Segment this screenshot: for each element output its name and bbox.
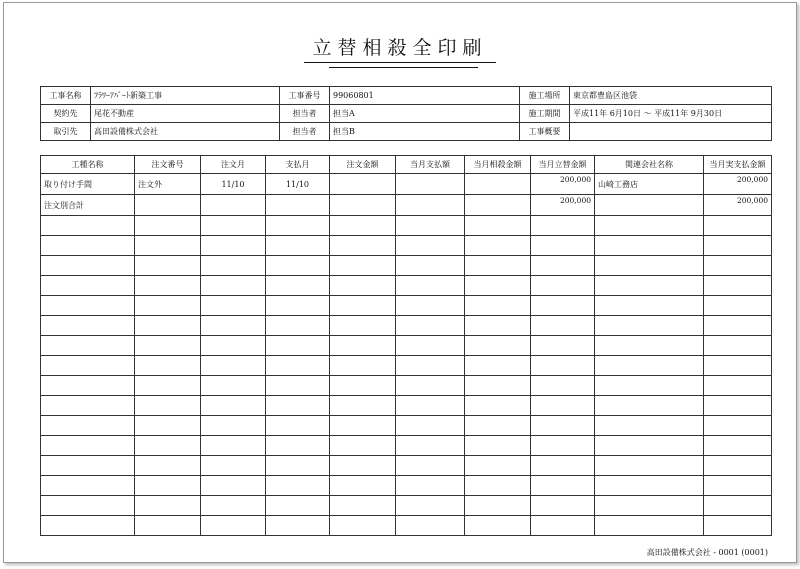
empty-cell bbox=[704, 476, 772, 496]
table-cell bbox=[135, 195, 201, 216]
title-underline bbox=[329, 67, 478, 68]
empty-cell bbox=[396, 456, 465, 476]
empty-cell bbox=[41, 496, 135, 516]
empty-cell bbox=[266, 296, 330, 316]
empty-table-row bbox=[41, 456, 772, 476]
empty-table-row bbox=[41, 296, 772, 316]
empty-cell bbox=[266, 436, 330, 456]
table-cell bbox=[330, 174, 396, 195]
empty-table-row bbox=[41, 376, 772, 396]
empty-cell bbox=[465, 316, 531, 336]
info-row bbox=[41, 87, 772, 105]
empty-cell bbox=[531, 416, 595, 436]
empty-cell bbox=[704, 256, 772, 276]
table-cell: 取り付け手間 bbox=[41, 174, 135, 195]
empty-cell bbox=[135, 476, 201, 496]
column-header: 当月支払額 bbox=[396, 156, 465, 174]
table-cell bbox=[595, 195, 704, 216]
empty-table-row bbox=[41, 416, 772, 436]
empty-cell bbox=[396, 356, 465, 376]
empty-cell bbox=[396, 236, 465, 256]
empty-cell bbox=[41, 516, 135, 536]
empty-cell bbox=[266, 356, 330, 376]
column-header: 支払月 bbox=[266, 156, 330, 174]
column-header: 注文金額 bbox=[330, 156, 396, 174]
table-cell bbox=[465, 195, 531, 216]
empty-cell bbox=[396, 396, 465, 416]
empty-cell bbox=[531, 476, 595, 496]
empty-cell bbox=[201, 516, 266, 536]
empty-cell bbox=[531, 256, 595, 276]
empty-cell bbox=[201, 456, 266, 476]
empty-cell bbox=[704, 356, 772, 376]
column-header: 当月相殺金額 bbox=[465, 156, 531, 174]
empty-cell bbox=[266, 496, 330, 516]
empty-cell bbox=[704, 396, 772, 416]
empty-cell bbox=[201, 256, 266, 276]
empty-cell bbox=[201, 336, 266, 356]
empty-cell bbox=[595, 256, 704, 276]
empty-cell bbox=[266, 456, 330, 476]
empty-cell bbox=[531, 236, 595, 256]
empty-cell bbox=[704, 496, 772, 516]
empty-cell bbox=[41, 356, 135, 376]
info-label: 工事番号 bbox=[280, 87, 330, 105]
empty-table-row bbox=[41, 496, 772, 516]
empty-cell bbox=[396, 216, 465, 236]
empty-cell bbox=[135, 436, 201, 456]
print-page bbox=[3, 2, 797, 563]
empty-table-row bbox=[41, 216, 772, 236]
empty-cell bbox=[531, 376, 595, 396]
empty-cell bbox=[704, 416, 772, 436]
empty-cell bbox=[135, 316, 201, 336]
empty-cell bbox=[201, 276, 266, 296]
info-value: 99060801 bbox=[330, 87, 520, 105]
empty-cell bbox=[531, 336, 595, 356]
empty-table-row bbox=[41, 276, 772, 296]
column-header: 工種名称 bbox=[41, 156, 135, 174]
info-value: 尾花不動産 bbox=[91, 105, 280, 123]
table-cell: 11/10 bbox=[201, 174, 266, 195]
empty-cell bbox=[330, 296, 396, 316]
empty-cell bbox=[704, 376, 772, 396]
empty-cell bbox=[531, 276, 595, 296]
empty-table-row bbox=[41, 516, 772, 536]
empty-cell bbox=[201, 496, 266, 516]
empty-cell bbox=[531, 316, 595, 336]
table-cell bbox=[201, 195, 266, 216]
empty-cell bbox=[704, 316, 772, 336]
empty-table-row bbox=[41, 256, 772, 276]
empty-cell bbox=[266, 516, 330, 536]
empty-cell bbox=[396, 316, 465, 336]
empty-cell bbox=[595, 236, 704, 256]
empty-cell bbox=[135, 496, 201, 516]
column-header: 注文番号 bbox=[135, 156, 201, 174]
empty-cell bbox=[465, 416, 531, 436]
empty-cell bbox=[595, 436, 704, 456]
empty-cell bbox=[266, 276, 330, 296]
empty-cell bbox=[531, 436, 595, 456]
column-header: 注文月 bbox=[201, 156, 266, 174]
empty-cell bbox=[41, 216, 135, 236]
empty-table-row bbox=[41, 316, 772, 336]
empty-cell bbox=[595, 316, 704, 336]
empty-cell bbox=[396, 376, 465, 396]
info-label: 担当者 bbox=[280, 123, 330, 141]
empty-cell bbox=[330, 276, 396, 296]
info-row bbox=[41, 123, 772, 141]
empty-cell bbox=[330, 356, 396, 376]
empty-cell bbox=[41, 456, 135, 476]
empty-table-row bbox=[41, 436, 772, 456]
empty-cell bbox=[266, 416, 330, 436]
empty-cell bbox=[330, 336, 396, 356]
empty-cell bbox=[465, 436, 531, 456]
empty-cell bbox=[201, 436, 266, 456]
empty-cell bbox=[135, 216, 201, 236]
empty-cell bbox=[330, 516, 396, 536]
empty-cell bbox=[330, 396, 396, 416]
empty-cell bbox=[396, 436, 465, 456]
empty-cell bbox=[330, 496, 396, 516]
empty-table-row bbox=[41, 236, 772, 256]
empty-cell bbox=[704, 236, 772, 256]
empty-cell bbox=[595, 376, 704, 396]
settlement-table bbox=[40, 155, 772, 536]
empty-cell bbox=[465, 236, 531, 256]
empty-cell bbox=[41, 256, 135, 276]
empty-cell bbox=[41, 276, 135, 296]
project-info-table bbox=[40, 86, 772, 141]
empty-cell bbox=[201, 316, 266, 336]
empty-cell bbox=[465, 296, 531, 316]
empty-cell bbox=[531, 396, 595, 416]
empty-cell bbox=[465, 496, 531, 516]
empty-cell bbox=[704, 516, 772, 536]
empty-cell bbox=[41, 436, 135, 456]
empty-cell bbox=[330, 436, 396, 456]
empty-cell bbox=[595, 396, 704, 416]
info-value: 東京都豊島区池袋 bbox=[570, 87, 772, 105]
info-row bbox=[41, 105, 772, 123]
info-value: 平成11年 6月10日 〜 平成11年 9月30日 bbox=[570, 105, 772, 123]
empty-cell bbox=[330, 416, 396, 436]
table-row bbox=[41, 174, 772, 195]
empty-cell bbox=[595, 476, 704, 496]
table-cell: 山崎工務店 bbox=[595, 174, 704, 195]
document-title: 立替相殺全印刷 bbox=[4, 33, 796, 63]
empty-table-row bbox=[41, 396, 772, 416]
empty-cell bbox=[465, 376, 531, 396]
empty-cell bbox=[595, 336, 704, 356]
table-cell: 200,000 bbox=[531, 174, 595, 195]
empty-cell bbox=[201, 416, 266, 436]
empty-cell bbox=[135, 236, 201, 256]
table-row bbox=[41, 195, 772, 216]
empty-cell bbox=[266, 316, 330, 336]
empty-cell bbox=[396, 416, 465, 436]
table-cell bbox=[330, 195, 396, 216]
table-cell: 11/10 bbox=[266, 174, 330, 195]
empty-cell bbox=[41, 376, 135, 396]
empty-cell bbox=[595, 296, 704, 316]
empty-cell bbox=[531, 456, 595, 476]
empty-cell bbox=[135, 396, 201, 416]
info-value: 担当A bbox=[330, 105, 520, 123]
empty-cell bbox=[704, 276, 772, 296]
empty-table-row bbox=[41, 476, 772, 496]
empty-cell bbox=[595, 496, 704, 516]
empty-cell bbox=[704, 216, 772, 236]
empty-cell bbox=[465, 456, 531, 476]
info-label: 工事概要 bbox=[520, 123, 570, 141]
empty-cell bbox=[266, 256, 330, 276]
empty-cell bbox=[465, 256, 531, 276]
info-value: 高田設備株式会社 bbox=[91, 123, 280, 141]
table-cell bbox=[266, 195, 330, 216]
empty-table-row bbox=[41, 336, 772, 356]
empty-cell bbox=[330, 256, 396, 276]
empty-cell bbox=[201, 356, 266, 376]
empty-cell bbox=[135, 296, 201, 316]
empty-cell bbox=[704, 436, 772, 456]
empty-cell bbox=[396, 516, 465, 536]
empty-cell bbox=[595, 456, 704, 476]
empty-cell bbox=[531, 496, 595, 516]
info-label: 工事名称 bbox=[41, 87, 91, 105]
info-label: 施工期間 bbox=[520, 105, 570, 123]
empty-cell bbox=[266, 476, 330, 496]
empty-cell bbox=[266, 236, 330, 256]
empty-cell bbox=[266, 396, 330, 416]
info-value: 担当B bbox=[330, 123, 520, 141]
empty-cell bbox=[531, 216, 595, 236]
empty-cell bbox=[135, 456, 201, 476]
empty-cell bbox=[41, 476, 135, 496]
empty-cell bbox=[396, 256, 465, 276]
empty-cell bbox=[531, 356, 595, 376]
empty-cell bbox=[465, 396, 531, 416]
column-header: 当月立替金額 bbox=[531, 156, 595, 174]
empty-table-row bbox=[41, 356, 772, 376]
empty-cell bbox=[330, 376, 396, 396]
empty-cell bbox=[396, 496, 465, 516]
empty-cell bbox=[704, 296, 772, 316]
table-cell bbox=[396, 195, 465, 216]
empty-cell bbox=[135, 356, 201, 376]
empty-cell bbox=[135, 336, 201, 356]
empty-cell bbox=[135, 416, 201, 436]
empty-cell bbox=[595, 416, 704, 436]
empty-cell bbox=[201, 236, 266, 256]
empty-cell bbox=[266, 216, 330, 236]
info-label: 契約先 bbox=[41, 105, 91, 123]
empty-cell bbox=[704, 336, 772, 356]
empty-cell bbox=[595, 516, 704, 536]
empty-cell bbox=[201, 296, 266, 316]
empty-cell bbox=[396, 296, 465, 316]
empty-cell bbox=[266, 336, 330, 356]
empty-cell bbox=[201, 476, 266, 496]
table-cell: 200,000 bbox=[531, 195, 595, 216]
empty-cell bbox=[135, 276, 201, 296]
info-value: ﾌﾗﾜｰｱﾊﾟｰﾄ新築工事 bbox=[91, 87, 280, 105]
empty-cell bbox=[396, 336, 465, 356]
empty-cell bbox=[41, 296, 135, 316]
empty-cell bbox=[330, 456, 396, 476]
empty-cell bbox=[595, 216, 704, 236]
empty-cell bbox=[531, 296, 595, 316]
empty-cell bbox=[531, 516, 595, 536]
table-header-row bbox=[41, 156, 772, 174]
info-label: 取引先 bbox=[41, 123, 91, 141]
empty-cell bbox=[465, 276, 531, 296]
empty-cell bbox=[135, 516, 201, 536]
info-label: 担当者 bbox=[280, 105, 330, 123]
empty-cell bbox=[465, 336, 531, 356]
empty-cell bbox=[465, 516, 531, 536]
empty-cell bbox=[201, 376, 266, 396]
empty-cell bbox=[201, 216, 266, 236]
empty-cell bbox=[201, 396, 266, 416]
table-cell: 200,000 bbox=[704, 174, 772, 195]
empty-cell bbox=[135, 256, 201, 276]
empty-cell bbox=[465, 356, 531, 376]
empty-cell bbox=[330, 316, 396, 336]
empty-cell bbox=[135, 376, 201, 396]
column-header: 当月実支払金額 bbox=[704, 156, 772, 174]
table-cell: 200,000 bbox=[704, 195, 772, 216]
empty-cell bbox=[41, 336, 135, 356]
empty-cell bbox=[595, 276, 704, 296]
empty-cell bbox=[41, 416, 135, 436]
empty-cell bbox=[41, 236, 135, 256]
empty-cell bbox=[396, 476, 465, 496]
table-cell bbox=[465, 174, 531, 195]
empty-cell bbox=[41, 316, 135, 336]
column-header: 関連会社名称 bbox=[595, 156, 704, 174]
empty-cell bbox=[330, 476, 396, 496]
empty-cell bbox=[41, 396, 135, 416]
table-cell bbox=[396, 174, 465, 195]
empty-cell bbox=[595, 356, 704, 376]
table-cell: 注文外 bbox=[135, 174, 201, 195]
empty-cell bbox=[704, 456, 772, 476]
empty-cell bbox=[266, 376, 330, 396]
table-cell: 注文別合計 bbox=[41, 195, 135, 216]
info-label: 施工場所 bbox=[520, 87, 570, 105]
empty-cell bbox=[465, 216, 531, 236]
footer-company-page: 高田設備株式会社 - 0001 (0001) bbox=[646, 548, 768, 557]
empty-cell bbox=[396, 276, 465, 296]
empty-cell bbox=[330, 236, 396, 256]
info-value bbox=[570, 123, 772, 141]
empty-cell bbox=[330, 216, 396, 236]
empty-cell bbox=[465, 476, 531, 496]
